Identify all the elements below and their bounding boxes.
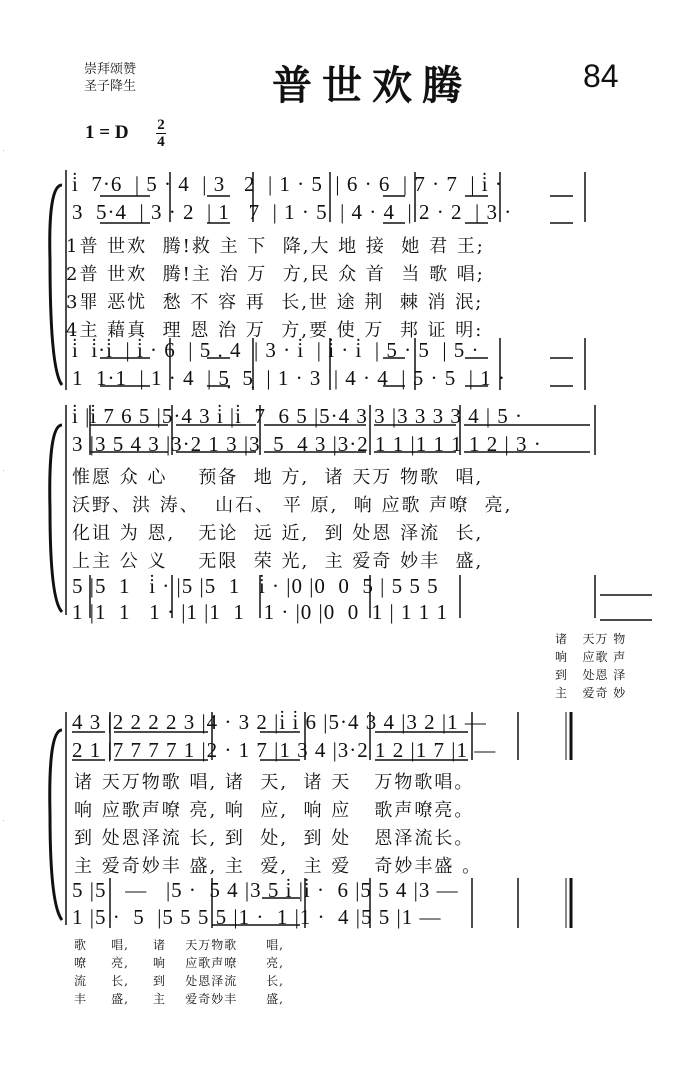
system3-bass: 1 |5 · 5 |5 5 5 5 |1 · 1 |1 · 4 |5 5 |1 —	[72, 905, 442, 929]
system1-alto: 3 5·4 | 3 · 2 | 1 7 | 1 · 5 | 4 · 4 | 2 · 2 | 3 ·	[72, 200, 513, 224]
system1-verse4: 4主 藉真 理 恩 治 万 方,要 使 万 邦 证 明:	[66, 320, 484, 341]
margin-mark	[3, 470, 4, 471]
margin-mark	[3, 820, 4, 821]
system2-echo1: 诸 天万 物	[555, 632, 627, 646]
system3-verse2: 响 应歌声嘹 亮, 响 应, 响 应 歌声嘹亮。	[74, 800, 475, 821]
system2-tenor: 5 |5 1 i̇ · |5 |5 1 i̇ · |0 |0 0 5 | 5 5 5	[72, 574, 439, 598]
system3-verse3: 到 处恩泽流 长, 到 处, 到 处 恩泽流长。	[74, 828, 475, 849]
category-label: 崇拜颂赞	[84, 62, 137, 77]
brace-system3	[50, 730, 62, 920]
system2-echo4: 主 爱奇 妙	[555, 686, 627, 700]
system2-bass: 1 |1 1 1 · |1 |1 1 1 · |0 |0 0 1 | 1 1 1	[72, 600, 448, 624]
system2-soprano: i̇ |i̇ 7 6 5 |5·4 3 i̇ |i̇ 7 6 5 |5·4 3 3 |3 3 3 3 4 | 5 ·	[72, 404, 524, 428]
system1-tenor: i̇ i̇·i̇ | i̇ · 6 | 5 . 4 | 3 · i̇ | i̇ · i̇ | 5 · 5 | 5 ·	[72, 338, 480, 362]
system3-tenor: 5 |5 — |5 · 5 4 |3 5 i̇ |i̇ · 6 |5 5 4 |3 —	[72, 878, 459, 902]
system3-soprano: 4 3 |2 2 2 2 3 |4 · 3 2 |i̇ i̇ 6 |5·4 3 4 |3 2 |1 —	[72, 710, 487, 734]
meter-top: 2	[157, 117, 165, 133]
system2-verse2: 沃野、洪 涛、 山石、 平 原, 响 应歌 声嘹 亮,	[72, 495, 513, 516]
system2-verse1: 惟愿 众 心 预备 地 方, 诸 天万 物歌 唱,	[72, 467, 484, 488]
meter-bottom: 4	[157, 134, 165, 150]
system1-verse1: 1普 世欢 腾!救 主 下 降,大 地 接 她 君 王;	[66, 236, 485, 257]
system3-verse1: 诸 天万物歌 唱, 诸 天, 诸 天 万物歌唱。	[74, 772, 475, 793]
system2-echo2: 响 应歌 声	[555, 650, 627, 664]
system2-verse4: 上主 公 义 无限 荣 光, 主 爱奇 妙丰 盛,	[72, 551, 484, 572]
hymn-title: 普世欢腾	[272, 62, 472, 109]
system2-echo3: 到 处恩 泽	[555, 668, 627, 682]
system3-echo1: 歌 唱, 诸 天万物歌 唱,	[74, 938, 284, 952]
system1-verse3: 3罪 恶忧 愁 不 容 再 长,世 途 荆 棘 消 泯;	[66, 292, 484, 313]
system3-verse4: 主 爱奇妙丰 盛, 主 爱, 主 爱 奇妙丰盛 。	[74, 856, 483, 877]
brace-system2	[50, 425, 62, 612]
system3-alto: 2 1 |7 7 7 7 1 |2 · 1 7 |1 3 4 |3·2 1 2 |1 7 |1 —	[72, 738, 497, 762]
system2-verse3: 化诅 为 恩, 无论 远 近, 到 处恩 泽流 长,	[72, 523, 484, 544]
system1-bass: 1 1·1 | 1 · 4 | 5̣ 5̣ | 1 · 3 | 4 · 4 | 5 · 5 | 1 ·	[72, 366, 506, 390]
system3-echo3: 流 长, 到 处恩泽流 长,	[74, 974, 284, 988]
key-signature: 1 = D	[85, 122, 129, 143]
subcategory-label: 圣子降生	[84, 79, 137, 94]
system1-soprano: i̇ 7·6 | 5 · 4 | 3 2 | 1 · 5 | 6 · 6 | 7 · 7 | i̇ ·	[72, 172, 503, 196]
system2-alto: 3 |3 5 4 3 |3·2 1 3 |3 5 4 3 |3·2 1 1 |1 1 1 1 2 | 3 ·	[72, 432, 542, 456]
margin-mark	[3, 150, 4, 151]
system3-echo2: 嘹 亮, 响 应歌声嘹 亮,	[74, 956, 284, 970]
system1-verse2: 2普 世欢 腾!主 治 万 方,民 众 首 当 歌 唱;	[66, 264, 485, 285]
brace-system1	[50, 185, 62, 385]
system3-echo4: 丰 盛, 主 爱奇妙丰 盛,	[74, 992, 284, 1006]
hymn-number: 84	[583, 58, 619, 94]
